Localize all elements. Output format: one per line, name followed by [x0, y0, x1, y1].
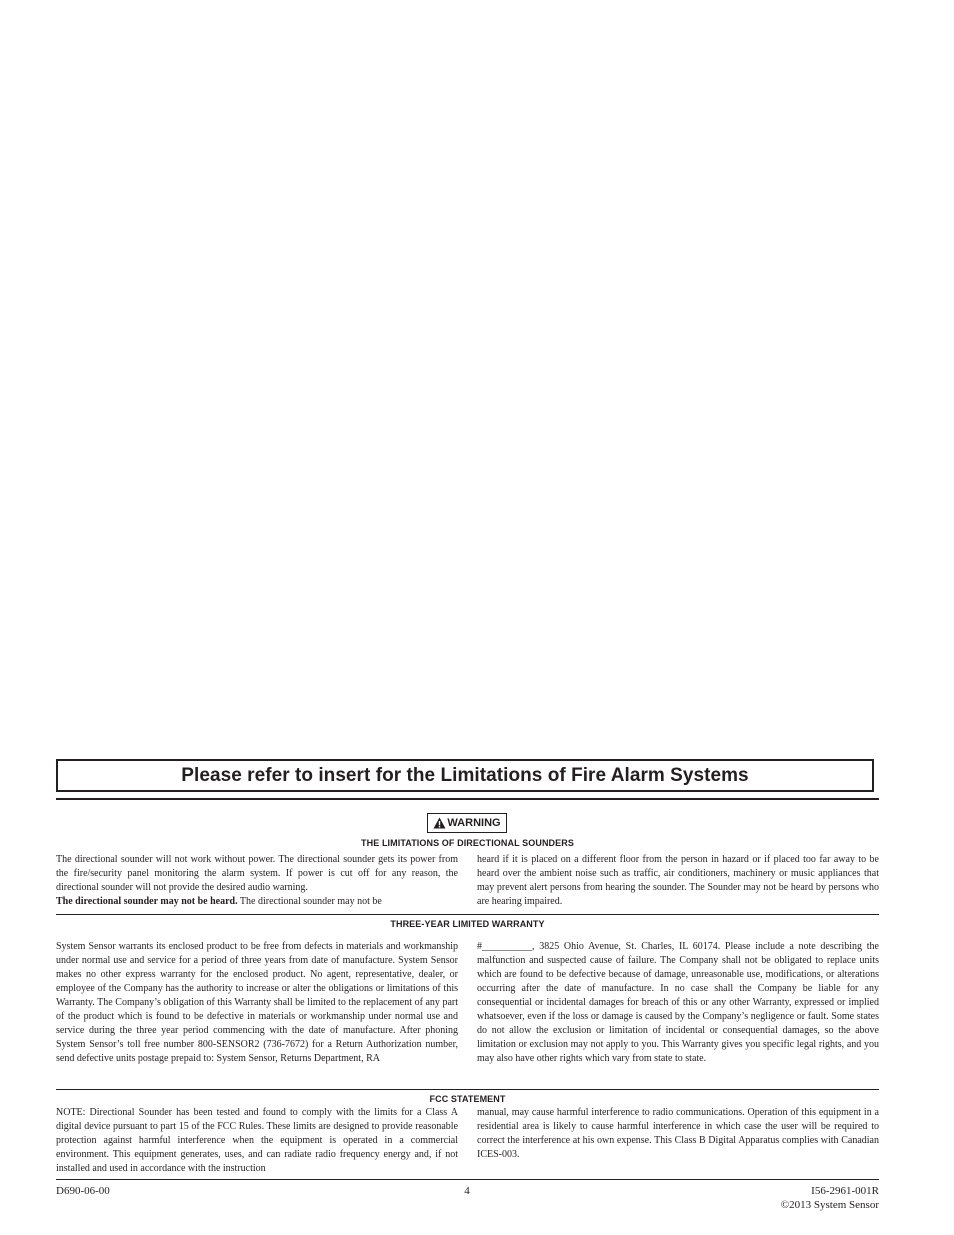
sounders-left-paragraph-2	[56, 895, 458, 909]
copyright: ©2013 System Sensor	[780, 1199, 879, 1211]
warranty-divider	[56, 1089, 879, 1090]
footer-divider	[56, 1179, 879, 1180]
sounders-bold-statement: The directional sounder may not be heard.	[56, 896, 238, 907]
sounders-heading: THE LIMITATIONS OF DIRECTIONAL SOUNDERS	[361, 838, 574, 848]
sounders-divider	[56, 914, 879, 915]
warning-text: WARNING	[447, 817, 501, 829]
page-number: 4	[464, 1185, 470, 1197]
fcc-right-column	[477, 1106, 879, 1162]
warning-label	[427, 813, 507, 833]
sounders-left-column	[56, 853, 458, 909]
sounders-left-paragraph: The directional sounder will not work without power. The directional sounder gets its power from the fire/security panel monitoring the alarm system. If power is cut off for any reason, the directional sounder will not provide the desired audio warning.	[56, 854, 458, 893]
warranty-left-column	[56, 940, 458, 1066]
fcc-heading: FCC STATEMENT	[429, 1094, 506, 1104]
document-code: D690-06-00	[56, 1185, 110, 1197]
warranty-heading: THREE-YEAR LIMITED WARRANTY	[390, 919, 545, 929]
limitations-banner: Please refer to insert for the Limitations of Fire Alarm Systems	[56, 759, 874, 792]
sounders-left-tail: The directional sounder may not be	[237, 896, 382, 907]
part-number: I56-2961-001R	[811, 1185, 879, 1197]
warranty-left-paragraph: System Sensor warrants its enclosed product to be free from defects in materials and workmanship under normal use and service for a period of three years from date of manufacture. System Sensor makes no other express warranty for the enclosed product. No agent, representative, dealer, or employee of the Company has the authority to increase or alter the obligations or limitations of this Warranty. The Company’s obligation of this Warranty shall be limited to the replacement of any part of the product which is found to be defective in materials or workmanship under normal use and service during the three year period commencing with the date of manufacture. After phoning System Sensor’s toll free number 800-SENSOR2 (736-7672) for a Return Authorization number, send defective units postage prepaid to: System Sensor, Returns Department, RA	[56, 941, 458, 1064]
sounders-right-column	[477, 853, 879, 909]
warning-triangle-icon	[433, 817, 446, 829]
fcc-left-column	[56, 1106, 458, 1176]
fcc-right-paragraph: manual, may cause harmful interference to radio communications. Operation of this equipment in a residential area is likely to cause harmful interference in which case the user will be required to correct the interference at his own expense. This Class B Digital Apparatus complies with Canadian ICES-003.	[477, 1107, 879, 1160]
warranty-right-paragraph: #__________, 3825 Ohio Avenue, St. Charles, IL 60174. Please include a note describing the malfunction and suspected cause of failure. The Company shall not be obligated to replace units which are found to be defective because of damage, unreasonable use, modifications, or alterations occurring after the date of manufacture. In no case shall the Company be liable for any consequential or incidental damages for breach of this or any other Warranty, expressed or implied whatsoever, even if the loss or damage is caused by the Company’s negligence or fault. Some states do not allow the exclusion or limitation of incidental or consequential damages, so the above limitation or exclusion may not apply to you. This Warranty gives you specific legal rights, and you may also have other rights which vary from state to state.	[477, 941, 879, 1064]
sounders-right-paragraph: heard if it is placed on a different floor from the person in hazard or if placed too far away to be heard over the ambient noise such as traffic, air conditioners, machinery or music appliances that may prevent alert persons from hearing the sounder. The Sounder may not be heard by persons who are hearing impaired.	[477, 854, 879, 907]
banner-divider	[56, 798, 879, 800]
warranty-right-column	[477, 940, 879, 1066]
fcc-left-paragraph: NOTE: Directional Sounder has been tested and found to comply with the limits for a Class A digital device pursuant to part 15 of the FCC Rules. These limits are designed to provide reasonable protection against harmful interference when the equipment is operated in a commercial environment. This equipment generates, uses, and can radiate radio frequency energy and, if not installed and used in accordance with the instruction	[56, 1107, 458, 1174]
